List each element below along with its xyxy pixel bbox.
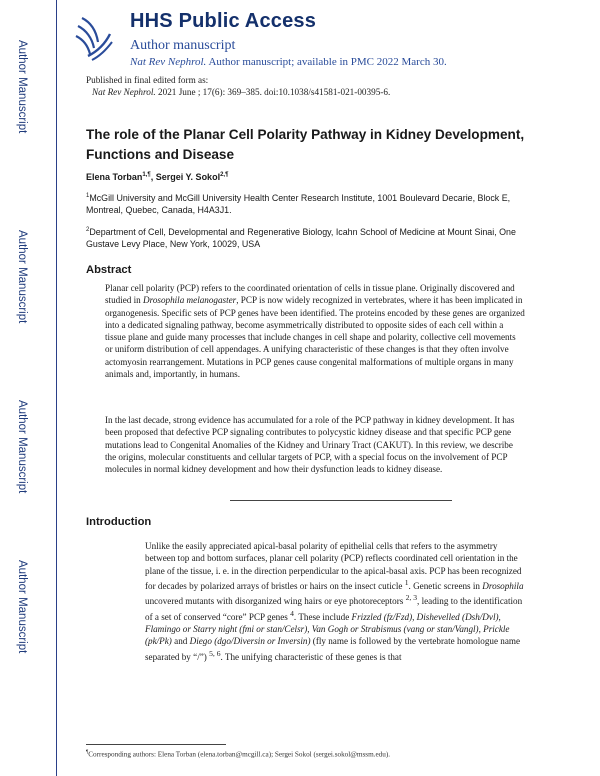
- citation-ref[interactable]: 1: [404, 577, 409, 587]
- citation-ref[interactable]: 4: [290, 608, 294, 618]
- header-subtitle: Author manuscript: [130, 38, 236, 53]
- footnote-mark: ¶: [86, 750, 89, 755]
- body-text: , leading to the identification of a set of conserved “core” PCP genes: [145, 596, 523, 622]
- sidebar-label: Author Manuscript: [16, 400, 28, 494]
- abstract-paragraph: [105, 282, 525, 380]
- footnote-text: Corresponding authors: Elena Torban (elena.torban@mcgill.ca); Sergei Sokol (sergei.sokol@mssm.edu).: [88, 750, 391, 759]
- body-text: and: [171, 636, 190, 647]
- citation-ref[interactable]: 2, 3: [405, 593, 418, 603]
- body-text: uncovered mutants with disorganized wing hairs or eye photoreceptors: [145, 596, 406, 607]
- body-text: Unlike the easily appreciated apical-basal polarity of epithelial cells that refers to the asymmetry between top and bottom surfaces, planar cell polarity (PCP) reflects coordinated cell orientation in the plane of the tissue, i. e. in the direction perpendicular to the apical-basal axis. PCP has been recognized for decades by polarized arrays of bristles or hairs on the insect cuticle: [145, 541, 522, 591]
- introduction-heading: Introduction: [86, 516, 152, 528]
- affiliation: [86, 224, 526, 250]
- affiliation-mark: 2: [86, 227, 90, 233]
- affiliation-text: Department of Cell, Developmental and Regenerative Biology, Icahn School of Medicine at Mount Sinai, One Gustave Levy Place, New York, 10029, USA: [86, 226, 516, 249]
- species-name: Drosophila: [482, 580, 524, 591]
- publication-citation[interactable]: 2021 June ; 17(6): 369–385. doi:10.1038/s41581-021-00395-6.: [158, 87, 391, 97]
- abstract-text: In the last decade, strong evidence has accumulated for a role of the PCP pathway in kidney development. It has been proposed that defective PCP signaling contributes to polycystic kidney disease and that specific PCP gene mutations lead to Congenital Anomalies of the Kidney and Urinary Tract (CAKUT). In this review, we describe the origins, molecular constituents and cellular targets of PCP, with a special focus on the involvement of PCP molecules in normal kidney development and how their dysfunction leads to kidney disease.: [105, 415, 515, 475]
- body-text: . Genetic screens in: [408, 580, 483, 591]
- affiliation: [86, 190, 526, 216]
- header-title: HHS Public Access: [130, 10, 317, 32]
- author-name: Elena Torban: [86, 172, 143, 182]
- sidebar-label: Author Manuscript: [16, 560, 28, 654]
- footnote-divider: [86, 744, 226, 745]
- sidebar: [0, 0, 56, 776]
- abstract-paragraph: [105, 414, 525, 475]
- section-divider: [230, 500, 452, 501]
- abstract-text: , PCP is now widely recognized in vertebrates, where it has been implicated in organogenesis. Specific sets of PCP genes have been identified. The proteins encoded by these genes are organized into a dedicated signaling pathway, become asymmetrically distributed to opposite sides of each cell within a tissue plane and guide many processes that include changes in cell shape and polarity, collective cell movements or uniform distribution of cell appendages. A unifying characteristic of these changes is that they often involve actomyosin rearrangement. Mutations in PCP genes cause congenital malformations of multiple organs in many animals and, importantly, in humans.: [105, 295, 525, 380]
- body-text: . These include: [293, 611, 352, 622]
- header-availability: [130, 56, 447, 68]
- body-text: . The unifying characteristic of these genes is that: [220, 651, 402, 662]
- abstract-heading: Abstract: [86, 264, 132, 276]
- author-affil-mark: 2,¶: [220, 172, 229, 178]
- article-title: The role of the Planar Cell Polarity Pathway in Kidney Development, Functions and Disease: [86, 127, 525, 162]
- author-list: Elena Torban$^{1,\P}$, Sergei Y. Sokol$^{2,\P}$: [86, 172, 229, 182]
- introduction-paragraph: [145, 540, 525, 663]
- citation-ref[interactable]: 5, 6: [209, 648, 221, 658]
- author-name: Sergei Y. Sokol: [155, 172, 221, 182]
- header-journal: Nat Rev Nephrol.: [130, 56, 207, 68]
- publication-info: [86, 74, 390, 98]
- publication-journal: Nat Rev Nephrol.: [92, 87, 156, 97]
- sidebar-label: Author Manuscript: [16, 40, 28, 134]
- affiliation-text: McGill University and McGill University Health Center Research Institute, 1001 Boulevard Decarie, Block E, Montreal, Quebec, Canada, H4A3J1.: [86, 192, 511, 215]
- gene-names: Frizzled (fz/Fzd), Dishevelled (Dsh/Dvl), Flamingo or Starry night (fmi or stan/Celsr), Van Gogh or Strabismus (vang or stan/Vangl), Prickle (pk/Pk): [145, 611, 510, 647]
- sidebar-label: Author Manuscript: [16, 230, 28, 324]
- abstract-text: Planar cell polarity (PCP) refers to the coordinated orientation of cells in tissue plane. Originally discovered and studied in: [105, 283, 515, 306]
- author-affil-mark: 1,¶: [142, 172, 151, 178]
- species-name: Drosophila melanogaster: [143, 295, 237, 306]
- gene-names: Diego (dgo/Diversin or Inversin): [189, 636, 311, 647]
- header-availability-text: Author manuscript; available in PMC 2022 March 30.: [208, 56, 447, 68]
- sidebar-divider: [56, 0, 57, 776]
- footnote: [86, 750, 390, 758]
- hhs-eagle-logo-icon: [74, 12, 114, 62]
- affiliation-mark: 1: [86, 193, 90, 199]
- publication-line: Published in final edited form as:: [86, 75, 209, 85]
- body-text: (fly name is followed by the vertebrate homologue name separated by “/”): [145, 636, 521, 662]
